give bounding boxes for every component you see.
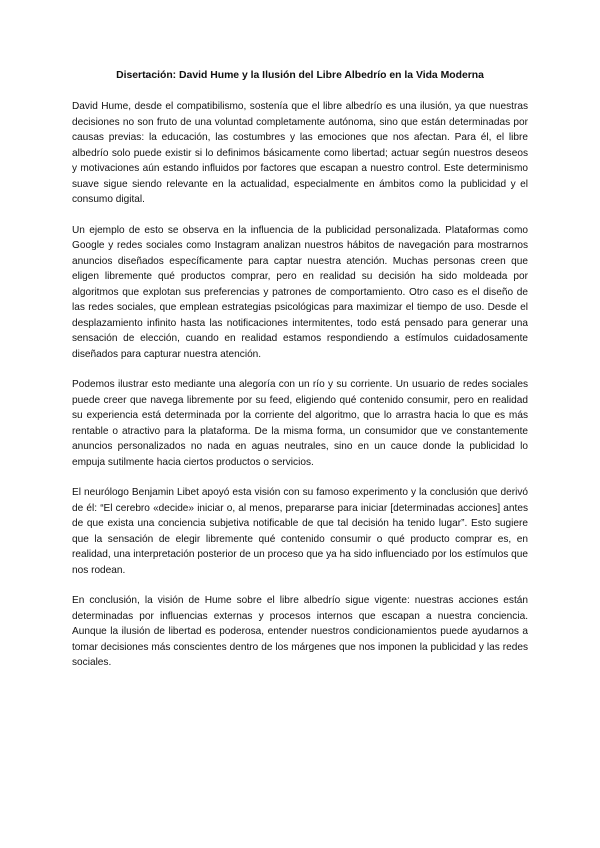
- document-title: Disertación: David Hume y la Ilusión del Libre Albedrío en la Vida Moderna: [116, 70, 484, 81]
- paragraph-allegory: Podemos ilustrar esto mediante una alegoría con un río y su corriente. Un usuario de redes sociales puede creer que navega libremente por su feed, eligiendo qué contenido consumir, pero en realidad su experiencia está determinada por la corriente del algoritmo, que lo arrastra hacia lo que es más rentable o atractivo para la plataforma. De la misma forma, un consumidor que ve constantemente anuncios personalizados no nada en aguas neutrales, sino en un cauce donde la publicidad lo empuja sutilmente hacia ciertos productos o servicios.: [72, 379, 528, 468]
- paragraph-example: Un ejemplo de esto se observa en la influencia de la publicidad personalizada. Plataformas como Google y redes sociales como Instagram analizan nuestros hábitos de navegación para mostrarnos anuncios diseñados específicamente para captar nuestra atención. Muchas personas creen que eligen libremente qué productos comprar, pero en realidad su decisión ha sido moldeada por algoritmos que explotan sus preferencias y patrones de comportamiento. Otro caso es el diseño de las redes sociales, que emplean estrategias psicológicas para maximizar el tiempo de uso. Desde el desplazamiento infinito hasta las notificaciones intermitentes, todo está pensado para generar una sensación de elección, cuando en realidad estamos respondiendo a estímulos cuidadosamente diseñados para capturar nuestra atención.: [72, 224, 528, 360]
- paragraph-intro: David Hume, desde el compatibilismo, sostenía que el libre albedrío es una ilusión, ya que nuestras decisiones no son fruto de una voluntad completamente autónoma, sino que están determinadas por causas previas: la educación, las costumbres y las emociones que nos afectan. Para él, el libre albedrío solo puede existir si lo definimos básicamente como libertad; actuar según nuestros deseos y motivaciones aún estando influidos por factores que escapan a nuestro control. Este determinismo suave sigue siendo relevante en la actualidad, especialmente en ámbitos como la publicidad y el consumo digital.: [72, 101, 528, 205]
- paragraph-libet: El neurólogo Benjamin Libet apoyó esta visión con su famoso experimento y la conclusión que derivó de él: “El cerebro «decide» iniciar o, al menos, prepararse para iniciar [determinadas acciones] antes de que exista una conciencia subjetiva notificable de que tal decisión ha tenido lugar”. Esto sugiere que la sensación de elegir libremente qué contenido consumir o qué producto comprar es, en realidad, una interpretación posterior de un proceso que ya ha sido influenciado por los estímulos que nos rodean.: [72, 487, 528, 576]
- paragraph-conclusion: En conclusión, la visión de Hume sobre el libre albedrío sigue vigente: nuestras acciones están determinadas por influencias externas y procesos internos que escapan a nuestra conciencia. Aunque la ilusión de libertad es poderosa, entender nuestros condicionamientos puede ayudarnos a tomar decisiones más conscientes dentro de los márgenes que nos imponen la publicidad y las redes sociales.: [72, 595, 528, 668]
- document-page: [72, 68, 528, 686]
